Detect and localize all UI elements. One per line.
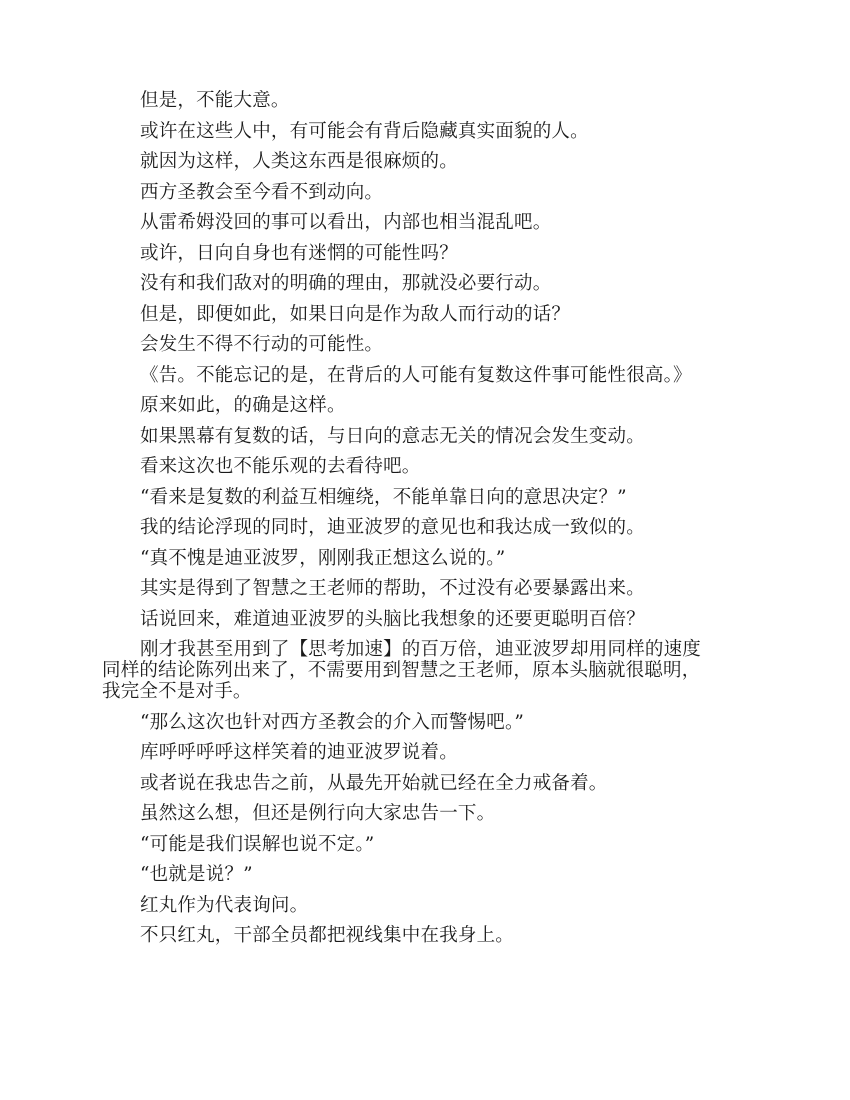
paragraph: 从雷希姆没回的事可以看出，内部也相当混乱吧。	[140, 212, 552, 233]
paragraph: “真不愧是迪亚波罗，刚刚我正想这么说的。”	[140, 547, 506, 569]
paragraph: 或者说在我忠告之前，从最先开始就已经在全力戒备着。	[140, 772, 608, 794]
paragraph: “也就是说？”	[140, 864, 253, 885]
paragraph: 原来如此，的确是这样。	[140, 395, 346, 416]
paragraph: 没有和我们敌对的明确的理由，那就没必要行动。	[140, 273, 552, 294]
paragraph: 话说回来，难道迪亚波罗的头脑比我想象的还要更聪明百倍？	[140, 608, 645, 630]
document-page	[102, 90, 712, 956]
paragraph: 但是，即便如此，如果日向是作为敌人而行动的话？	[140, 303, 571, 325]
paragraph: 就因为这样，人类这东西是很麻烦的。	[140, 151, 458, 172]
paragraph: 我的结论浮现的同时，迪亚波罗的意见也和我达成一致似的。	[140, 517, 645, 538]
paragraph: 其实是得到了智慧之王老师的帮助，不过没有必要暴露出来。	[140, 578, 645, 599]
paragraph: 或许在这些人中，有可能会有背后隐藏真实面貌的人。	[140, 120, 589, 142]
paragraph: 会发生不得不行动的可能性。	[140, 334, 384, 355]
paragraph: 《告。不能忘记的是，在背后的人可能有复数这件事可能性很高。》	[140, 364, 692, 386]
paragraph: “可能是我们误解也说不定。”	[140, 833, 375, 855]
paragraph: 如果黑幕有复数的话，与日向的意志无关的情况会发生变动。	[140, 425, 645, 447]
paragraph: 不只红丸，干部全员都把视线集中在我身上。	[140, 925, 515, 946]
paragraph: 看来这次也不能乐观的去看待吧。	[140, 456, 421, 477]
paragraph: 红丸作为代表询问。	[140, 894, 309, 916]
paragraph: “那么这次也针对西方圣教会的介入而警惕吧。”	[140, 711, 525, 733]
paragraph: 刚才我甚至用到了【思考加速】的百万倍，迪亚波罗却用同样的速度同样的结论陈列出来了，不需要用到智慧之王老师，原本头脑就很聪明，我完全不是对手。	[102, 639, 702, 702]
paragraph: 西方圣教会至今看不到动向。	[140, 181, 384, 203]
paragraph: 库呼呼呼呼这样笑着的迪亚波罗说着。	[140, 742, 458, 763]
paragraph: “看来是复数的利益互相缠绕，不能单靠日向的意思决定？”	[140, 486, 627, 508]
paragraph: 虽然这么想，但还是例行向大家忠告一下。	[140, 803, 496, 824]
paragraph: 或许，日向自身也有迷惘的可能性吗？	[140, 242, 458, 264]
paragraph: 但是，不能大意。	[140, 90, 290, 111]
